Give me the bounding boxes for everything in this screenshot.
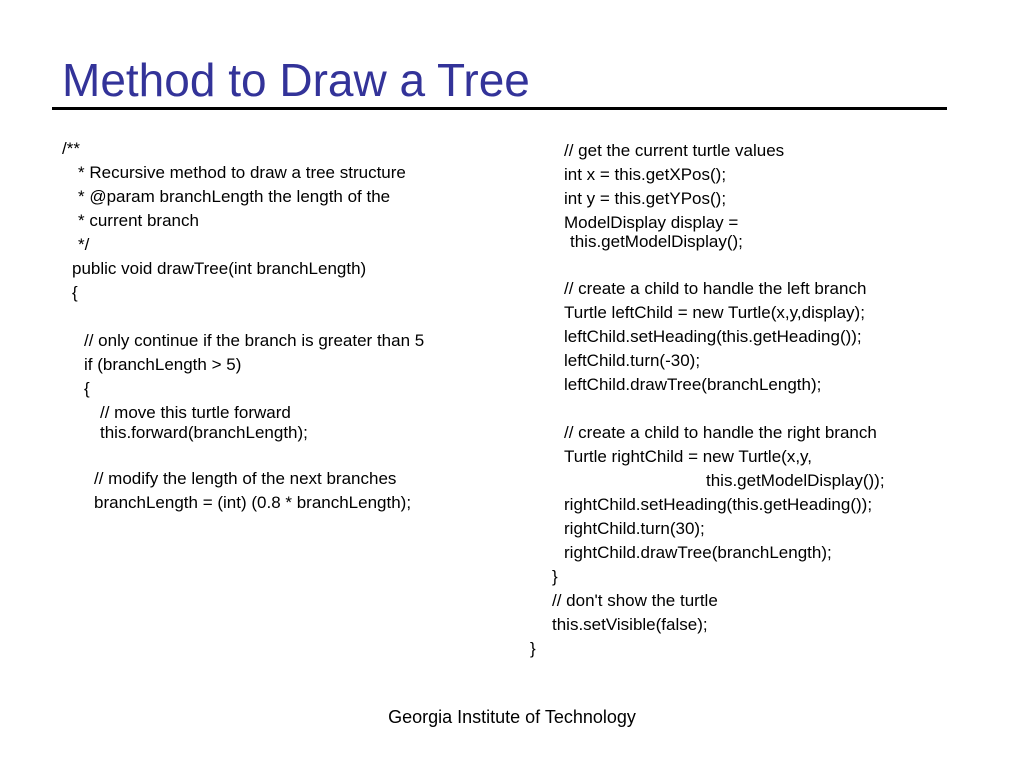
code-line: // get the current turtle values <box>564 141 785 160</box>
title-divider <box>52 107 947 110</box>
code-line: /** <box>62 139 80 158</box>
code-line: // create a child to handle the right branch <box>564 423 877 442</box>
code-line: rightChild.turn(30); <box>564 519 705 538</box>
code-line: // don't show the turtle <box>552 591 718 610</box>
code-line: leftChild.drawTree(branchLength); <box>564 375 822 394</box>
code-line: this.getModelDisplay(); <box>570 232 743 251</box>
code-line: // move this turtle forward <box>100 403 291 422</box>
code-line: rightChild.setHeading(this.getHeading()); <box>564 495 873 514</box>
code-line: int y = this.getYPos(); <box>564 189 727 208</box>
code-line: public void drawTree(int branchLength) <box>72 259 367 278</box>
code-line: { <box>72 283 78 302</box>
code-line: * current branch <box>78 211 199 230</box>
code-line: // create a child to handle the left branch <box>564 279 867 298</box>
code-line: Turtle leftChild = new Turtle(x,y,display); <box>564 303 865 322</box>
code-line: { <box>84 379 90 398</box>
code-line: branchLength = (int) (0.8 * branchLength); <box>94 493 412 512</box>
code-line: * Recursive method to draw a tree structure <box>78 163 406 182</box>
code-line: * @param branchLength the length of the <box>78 187 391 206</box>
code-line: leftChild.turn(-30); <box>564 351 701 370</box>
code-line: this.forward(branchLength); <box>100 423 308 442</box>
code-line: this.getModelDisplay()); <box>706 471 885 490</box>
slide-title: Method to Draw a Tree <box>62 54 530 106</box>
code-line: Turtle rightChild = new Turtle(x,y, <box>564 447 813 466</box>
code-line: // only continue if the branch is greater than 5 <box>84 331 425 350</box>
code-line: ModelDisplay display = <box>564 213 739 232</box>
slide-footer: Georgia Institute of Technology <box>388 707 636 727</box>
code-line: // modify the length of the next branches <box>94 469 397 488</box>
code-line: rightChild.drawTree(branchLength); <box>564 543 832 562</box>
code-line: } <box>530 639 536 658</box>
code-line: } <box>552 567 558 586</box>
code-line: */ <box>78 235 90 254</box>
code-line: if (branchLength > 5) <box>84 355 242 374</box>
code-line: leftChild.setHeading(this.getHeading()); <box>564 327 862 346</box>
code-line: int x = this.getXPos(); <box>564 165 727 184</box>
code-line: this.setVisible(false); <box>552 615 708 634</box>
